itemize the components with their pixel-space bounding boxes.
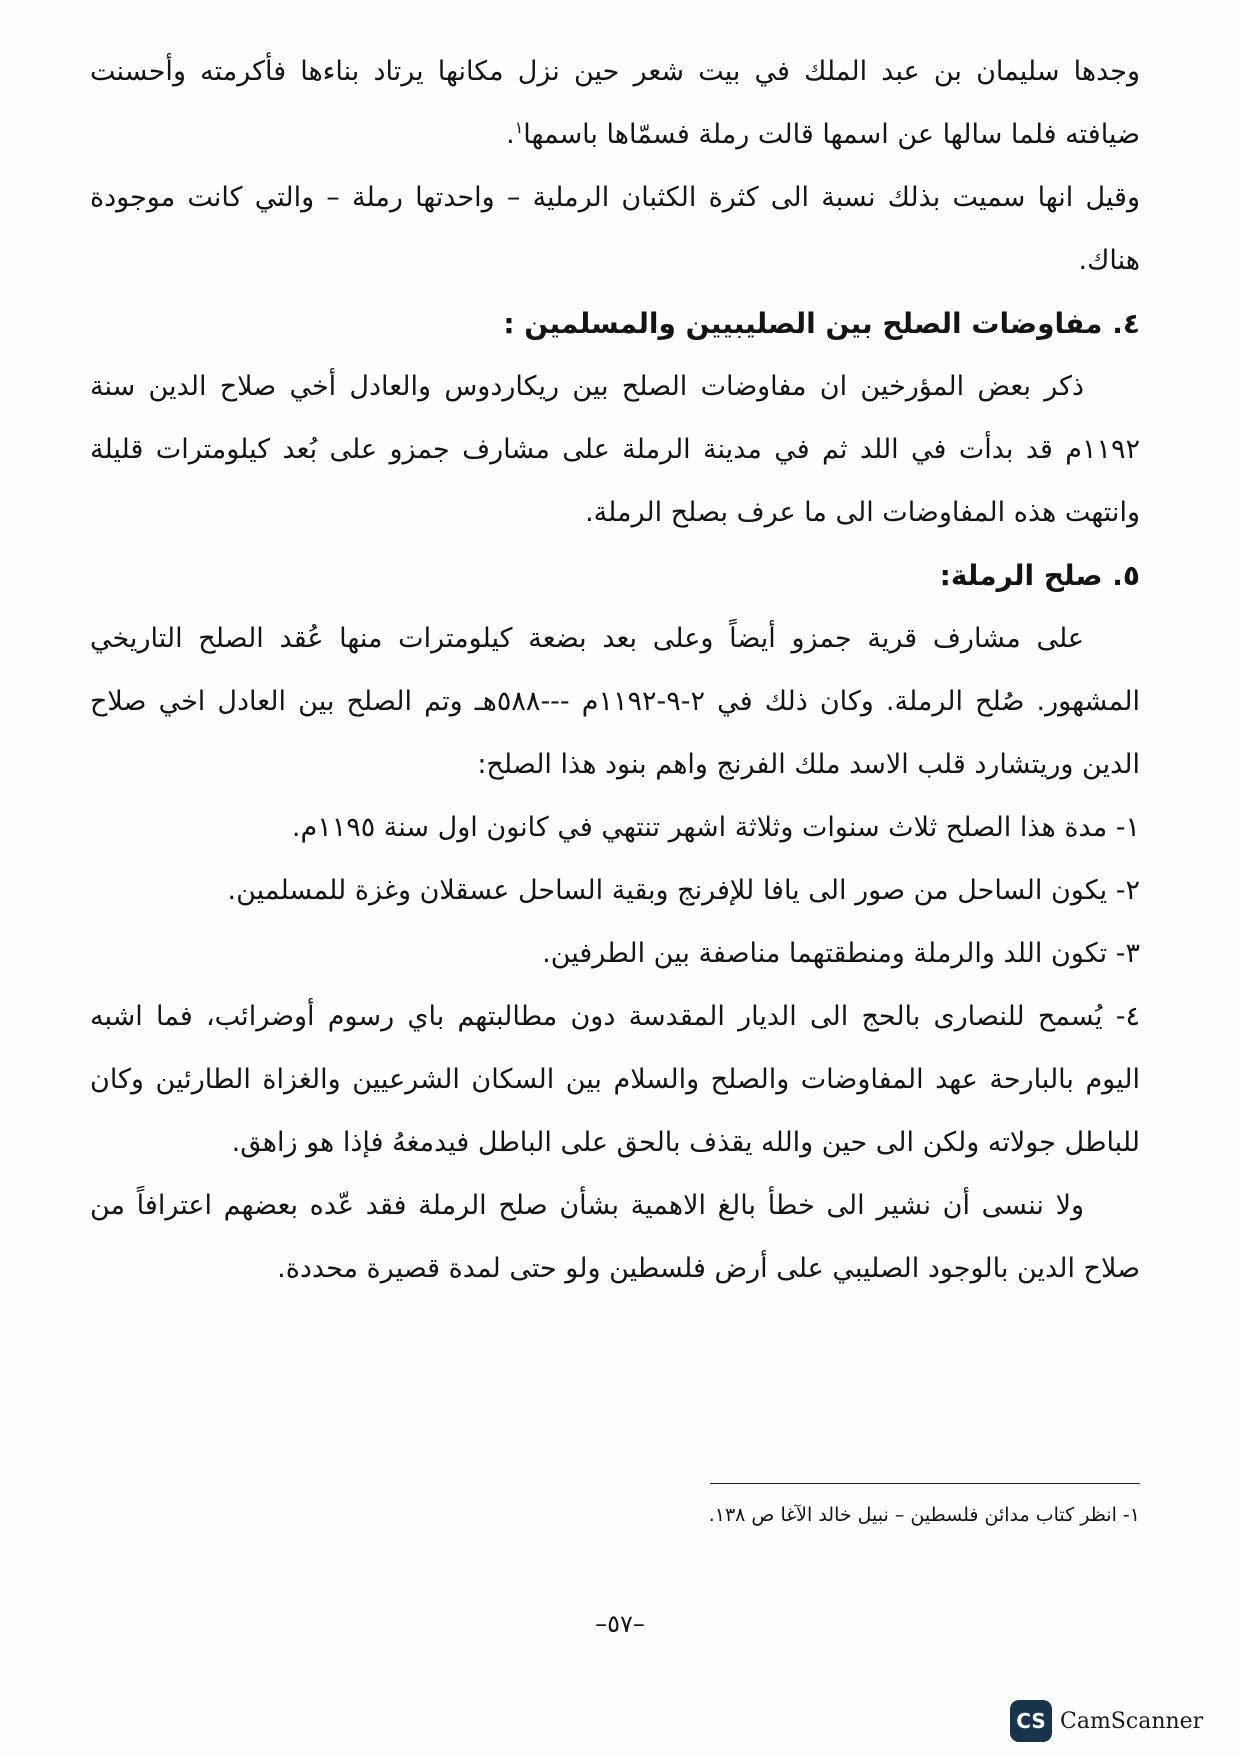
- camscanner-name: CamScanner: [1060, 1708, 1204, 1734]
- camscanner-watermark: [1010, 1698, 1230, 1744]
- body-text: [90, 40, 1140, 1300]
- paragraph-2: وقيل انها سميت بذلك نسبة الى كثرة الكثبان الرملية – واحدتها رملة – والتي كانت موجودة هناك.: [90, 182, 1140, 276]
- section-heading-4: ٤. مفاوضات الصلح بين الصليبيين والمسلمين :: [503, 307, 1140, 340]
- footnote: ١- انظر كتاب مدائن فلسطين – نبيل خالد الآغا ص ١٣٨.: [708, 1504, 1140, 1526]
- treaty-clause-3: ٣- تكون اللد والرملة ومنطقتهما مناصفة بين الطرفين.: [542, 938, 1140, 969]
- page-number: –٥٧–: [595, 1610, 645, 1638]
- camscanner-logo-icon: CS: [1010, 1700, 1052, 1742]
- paragraph-1-text: وجدها سليمان بن عبد الملك في بيت شعر حين نزل مكانها يرتاد بناءها فأكرمته وأحسنت ضيافته فلما سالها عن اسمها قالت رملة فسمّاها باسمها: [90, 56, 1140, 150]
- paragraph-1: وجدها سليمان بن عبد الملك في بيت شعر حين نزل مكانها يرتاد بناءها فأكرمته وأحسنت ضيافته فلما سالها عن اسمها قالت رملة فسمّاها باسمها$^١$.: [90, 56, 1140, 150]
- paragraph-conclusion: ولا ننسى أن نشير الى خطأ بالغ الاهمية بشأن صلح الرملة فقد عّده بعضهم اعترافاً من صلاح الدين بالوجود الصليبي على أرض فلسطين ولو حتى لمدة قصيرة محددة.: [90, 1190, 1140, 1284]
- footnote-marker: ١: [514, 118, 524, 137]
- paragraph-negotiations: ذكر بعض المؤرخين ان مفاوضات الصلح بين ريكاردوس والعادل أخي صلاح الدين سنة ١١٩٢م قد بدأت في اللد ثم في مدينة الرملة على مشارف جمزو على بُعد كيلومترات قليلة وانتهت هذه المفاوضات الى ما عرف بصلح الرملة.: [90, 371, 1140, 528]
- paragraph-treaty: على مشارف قرية جمزو أيضاً وعلى بعد بضعة كيلومترات منها عُقد الصلح التاريخي المشهور. صُلح الرملة. وكان ذلك في ٢-٩-١١٩٢م ---٥٨٨هـ وتم الصلح بين العادل اخي صلاح الدين وريتشارد قلب الاسد ملك الفرنج واهم بنود هذا الصلح:: [90, 623, 1140, 780]
- footnote-divider: [710, 1483, 1140, 1484]
- treaty-clause-4: ٤- يُسمح للنصارى بالحج الى الديار المقدسة دون مطالبتهم باي رسوم أوضرائب، فما اشبه اليوم بالبارحة عهد المفاوضات والصلح والسلام بين السكان الشرعيين والغزاة الطارئين وكان للباطل جولاته ولكن الى حين والله يقذف بالحق على الباطل فيدمغهُ فإذا هو زاهق.: [90, 1001, 1140, 1158]
- section-heading-5: ٥. صلح الرملة:: [939, 559, 1140, 592]
- treaty-clause-2: ٢- يكون الساحل من صور الى يافا للإفرنج وبقية الساحل عسقلان وغزة للمسلمين.: [227, 875, 1140, 906]
- treaty-clause-1: ١- مدة هذا الصلح ثلاث سنوات وثلاثة اشهر تنتهي في كانون اول سنة ١١٩٥م.: [291, 812, 1140, 843]
